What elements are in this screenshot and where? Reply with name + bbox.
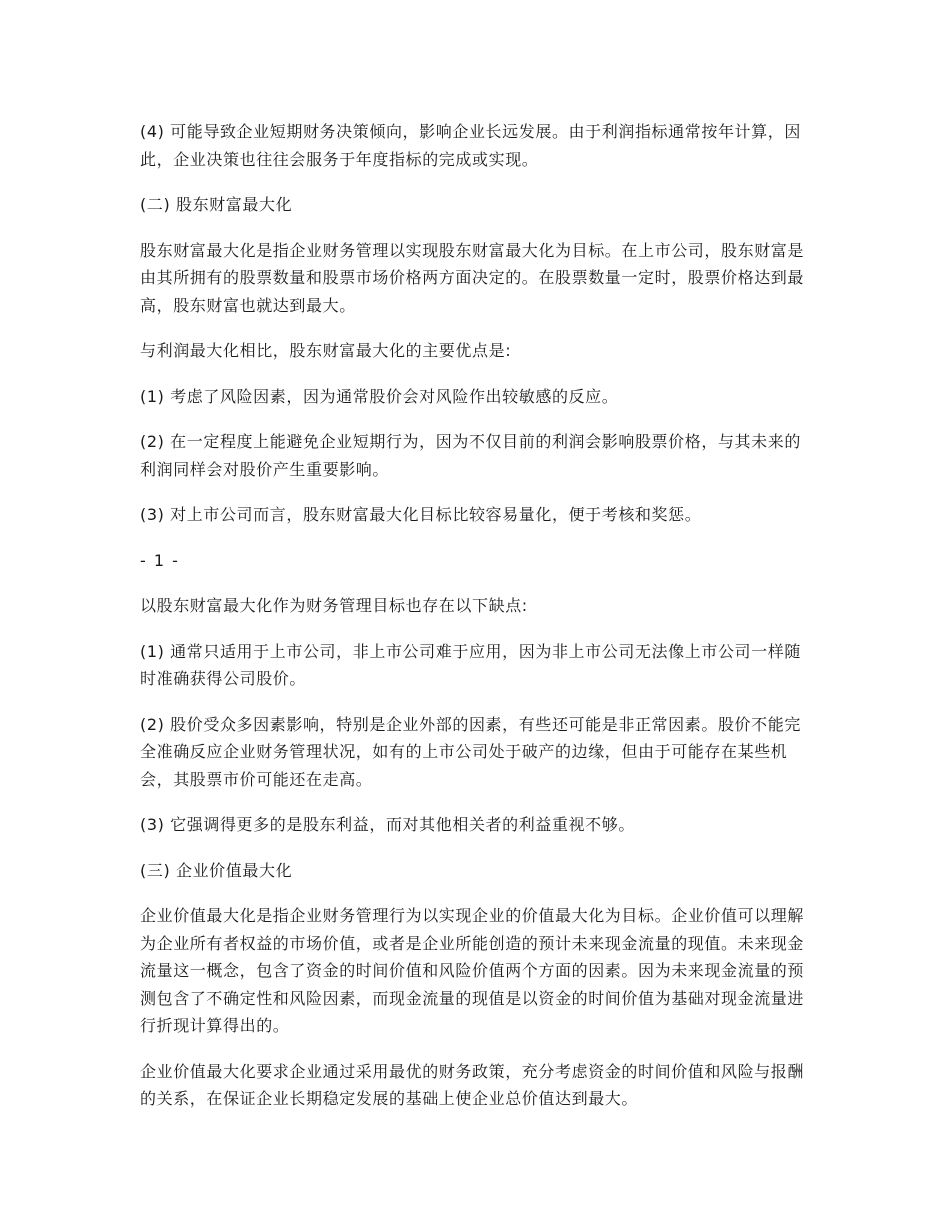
paragraph-profit-drawback-4: (4) 可能导致企业短期财务决策倾向，影响企业长远发展。由于利润指标通常按年计算，因此，企业决策也往往会服务于年度指标的完成或实现。 bbox=[140, 122, 801, 169]
section-heading-shareholder-wealth: (二) 股东财富最大化 bbox=[140, 195, 293, 214]
page-number: - 1 - bbox=[140, 550, 180, 570]
paragraph-shareholder-wealth-definition: 股东财富最大化是指企业财务管理以实现股东财富最大化为目标。在上市公司，股东财富是由其所拥有的股票数量和股票市场价格两方面决定的。在股票数量一定时，股票价格达到最高，股东财富也就达到最大。 bbox=[140, 240, 805, 315]
paragraph-disadvantage-3: (3) 它强调得更多的是股东利益，而对其他相关者的利益重视不够。 bbox=[140, 815, 635, 834]
paragraph-advantages-intro: 与利润最大化相比，股东财富最大化的主要优点是: bbox=[140, 341, 512, 360]
paragraph-disadvantage-2: (2) 股价受众多因素影响，特别是企业外部的因素，有些还可能是非正常因素。股价不能完全准确反应企业财务管理状况，如有的上市公司处于破产的边缘，但由于可能存在某些机会，其股票市价可能还在走高。 bbox=[140, 714, 801, 789]
paragraph-advantage-2: (2) 在一定程度上能避免企业短期行为，因为不仅目前的利润会影响股票价格，与其未来的利润同样会对股价产生重要影响。 bbox=[140, 432, 801, 479]
paragraph-disadvantages-intro: 以股东财富最大化作为财务管理目标也存在以下缺点: bbox=[140, 596, 528, 615]
paragraph-advantage-3: (3) 对上市公司而言，股东财富最大化目标比较容易量化，便于考核和奖惩。 bbox=[140, 505, 702, 524]
paragraph-disadvantage-1: (1) 通常只适用于上市公司，非上市公司难于应用，因为非上市公司无法像上市公司一样随时准确获得公司股价。 bbox=[140, 641, 801, 688]
paragraph-advantage-1: (1) 考虑了风险因素，因为通常股价会对风险作出较敏感的反应。 bbox=[140, 386, 619, 406]
paragraph-enterprise-value-definition: 企业价值最大化是指企业财务管理行为以实现企业的价值最大化为目标。企业价值可以理解为企业所有者权益的市场价值，或者是企业所能创造的预计未来现金流量的现值。未来现金流量这一概念，包含了资金的时间价值和风险价值两个方面的因素。因为未来现金流量的预测包含了不确定性和风险因素，而现金流量的现值是以资金的时间价值为基础对现金流量进行折现计算得出的。 bbox=[140, 906, 805, 1035]
section-heading-enterprise-value: (三) 企业价值最大化 bbox=[140, 860, 293, 880]
paragraph-enterprise-value-requirement: 企业价值最大化要求企业通过采用最优的财务政策，充分考虑资金的时间价值和风险与报酬的关系，在保证企业长期稳定发展的基础上使企业总价值达到最大。 bbox=[140, 1061, 805, 1108]
